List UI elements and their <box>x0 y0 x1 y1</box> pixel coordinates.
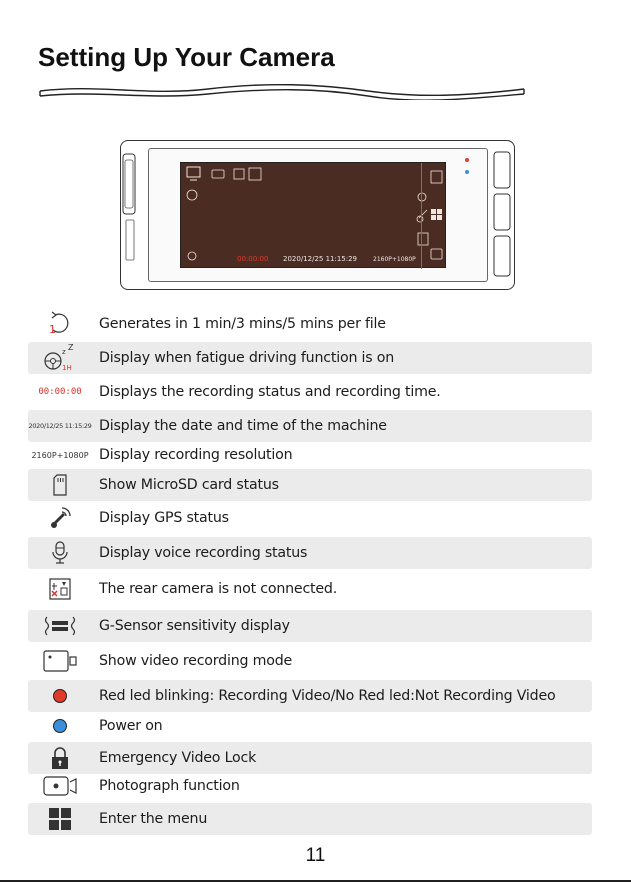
legend-row-date-time <box>28 410 592 442</box>
legend-text: Power on <box>99 718 163 734</box>
fatigue-duration-label: 1H <box>62 364 72 372</box>
rear-camera-disconnected-icon <box>28 573 92 605</box>
microphone-icon <box>28 537 92 569</box>
camera-icon <box>28 770 92 802</box>
microsd-card-icon <box>28 469 92 501</box>
legend-text: The rear camera is not connected. <box>99 581 338 597</box>
legend-row-video-mode <box>28 645 592 677</box>
legend-text: Display voice recording status <box>99 545 308 561</box>
resolution-sample: 2160P+1080P <box>31 450 89 460</box>
screen-resolution: 2160P+1080P <box>373 256 416 263</box>
blue-led-icon <box>28 710 92 742</box>
menu-grid-icon <box>28 803 92 835</box>
page-bottom-rule <box>0 880 631 882</box>
title-underline-decoration <box>38 82 528 100</box>
legend-row-microsd <box>28 469 592 501</box>
legend-text: Displays the recording status and recording time. <box>99 384 441 400</box>
legend-text: Display recording resolution <box>99 447 293 463</box>
legend-text: G-Sensor sensitivity display <box>99 618 290 634</box>
video-mode-icon <box>28 645 92 677</box>
legend-text: Emergency Video Lock <box>99 750 257 766</box>
legend-row-resolution <box>28 439 592 471</box>
legend-text: Display GPS status <box>99 510 229 526</box>
red-led-icon <box>28 680 92 712</box>
legend-text: Enter the menu <box>99 811 208 827</box>
camera-illustration <box>120 140 515 290</box>
legend-row-recording-time <box>28 376 592 408</box>
page-number: 11 <box>305 845 326 866</box>
legend-row-voice-recording <box>28 537 592 569</box>
legend-text: Show MicroSD card status <box>99 477 279 493</box>
legend-row-blue-led <box>28 710 592 742</box>
status-led-red <box>465 158 469 162</box>
status-led-blue <box>465 170 469 174</box>
legend-text: Display the date and time of the machine <box>99 418 387 434</box>
svg-text:Z: Z <box>68 344 74 352</box>
date-time-sample: 2020/12/25 11:15:29 <box>28 422 92 430</box>
legend-row-loop-recording <box>28 308 592 340</box>
legend-text: Photograph function <box>99 778 240 794</box>
loop-recording-label: 1 <box>49 323 56 336</box>
legend-text: Show video recording mode <box>99 653 293 669</box>
svg-text:z: z <box>62 348 66 356</box>
camera-screen <box>180 162 446 268</box>
page-title: Setting Up Your Camera <box>38 42 335 72</box>
fatigue-driving-icon <box>28 342 92 374</box>
resolution-readout <box>28 439 92 471</box>
legend-text: Generates in 1 min/3 mins/5 mins per file <box>99 316 386 332</box>
legend-row-gps <box>28 502 592 534</box>
loop-recording-icon <box>28 308 92 340</box>
legend-row-red-led <box>28 680 592 712</box>
date-time-readout <box>28 410 92 442</box>
screen-recording-time: 00:00:00 <box>237 255 269 263</box>
legend-text: Red led blinking: Recording Video/No Red led:Not Recording Video <box>99 688 556 704</box>
screen-side-bar <box>421 163 445 269</box>
g-sensor-icon <box>28 610 92 642</box>
legend-row-menu <box>28 803 592 835</box>
legend-row-g-sensor <box>28 610 592 642</box>
screen-datetime: 2020/12/25 11:15:29 <box>283 255 358 263</box>
recording-time-readout <box>28 376 92 408</box>
legend-row-photograph <box>28 770 592 802</box>
legend-row-rear-camera <box>28 573 592 605</box>
gps-satellite-icon <box>28 502 92 534</box>
legend-row-fatigue-driving <box>28 342 592 374</box>
recording-time-sample: 00:00:00 <box>38 387 82 397</box>
screen-icons <box>181 163 447 269</box>
legend-text: Display when fatigue driving function is on <box>99 350 395 366</box>
